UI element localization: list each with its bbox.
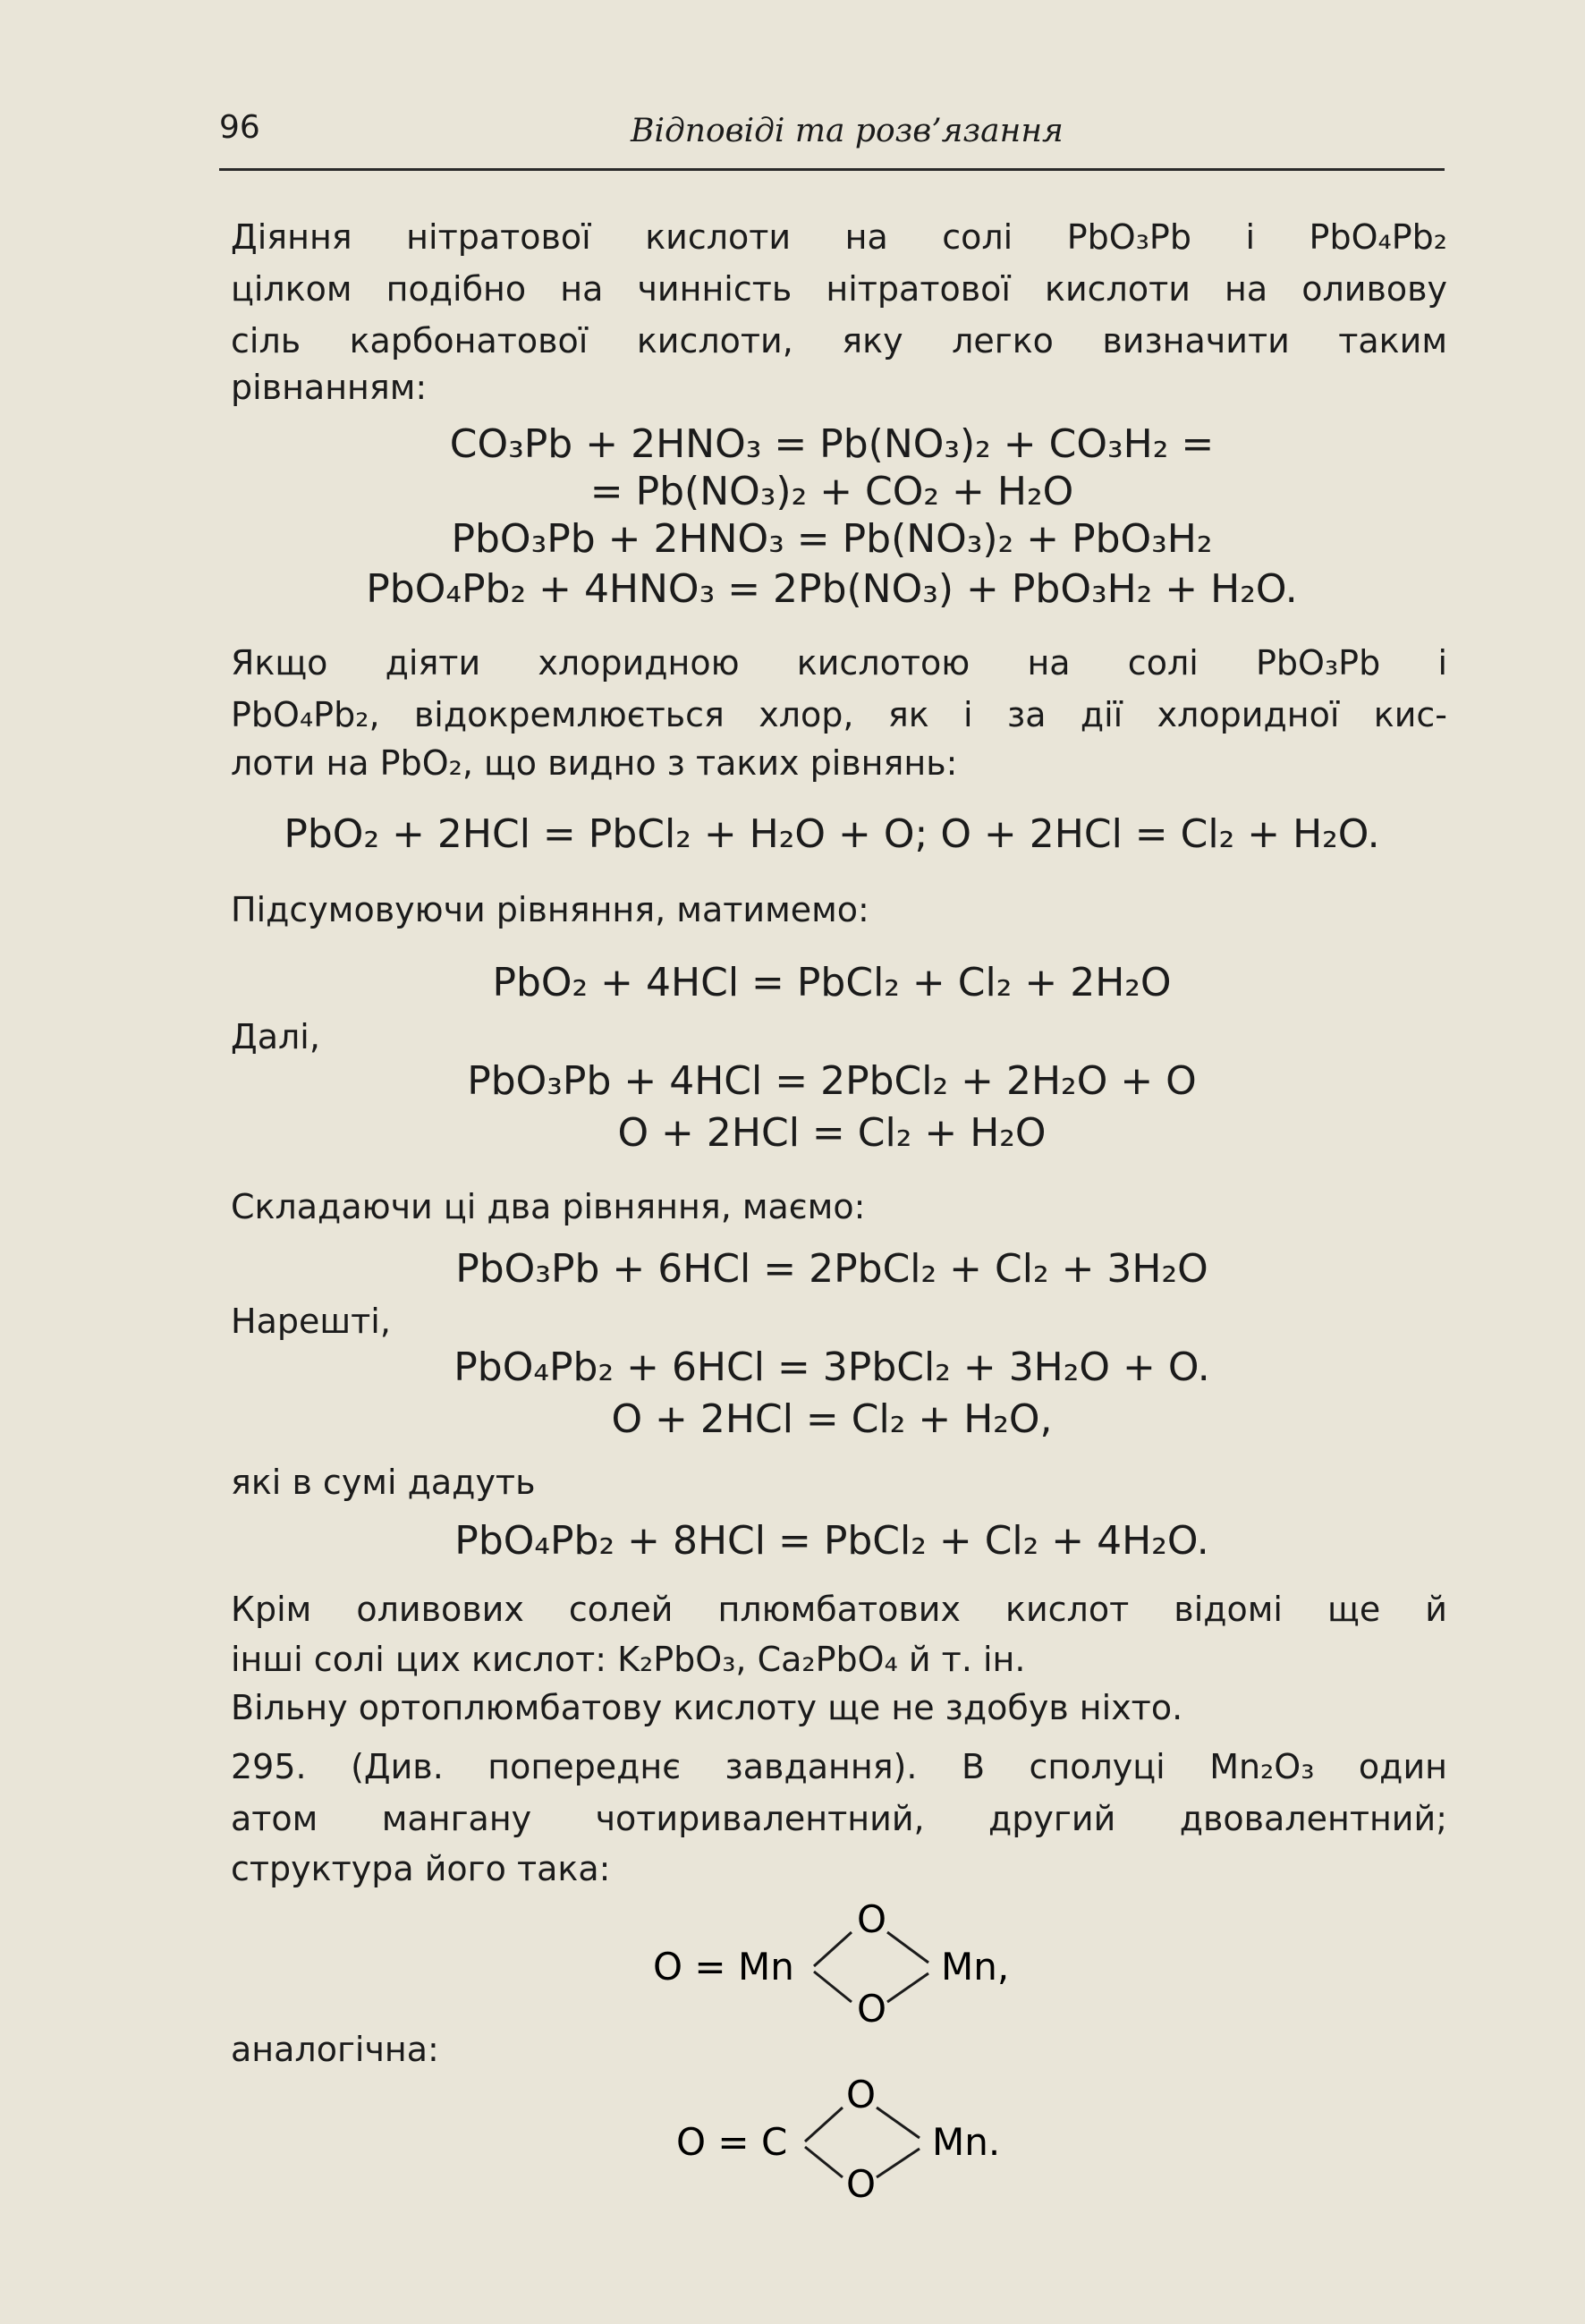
equation: PbO₄Pb₂ + 6HCl = 3PbCl₂ + 3H₂O + O. [453, 1344, 1210, 1390]
paragraph-line: Вільну ортоплюмбатову кислоту ще не здобув ніхто. [231, 1688, 1183, 1727]
structure-top-oxygen: O [846, 2073, 877, 2116]
paragraph-line: аналогічна: [231, 2030, 439, 2069]
structure-top-oxygen: O [857, 1897, 887, 1941]
paragraph-line: Далі, [231, 1017, 320, 1056]
paragraph-line: які в сумі дадуть [231, 1463, 536, 1502]
paragraph-line: Підсумовуючи рівняння, матимемо: [231, 890, 869, 929]
paragraph-line: атом мангану чотиривалентний, другий двовалентний; [231, 1799, 1447, 1838]
structure-right-group: Mn. [932, 2120, 1001, 2164]
paragraph-line: цілком подібно на чинність нітратової кислоти на оливову [231, 269, 1447, 309]
paragraph-line: Нарешті, [231, 1302, 391, 1341]
paragraph-line: сіль карбонатової кислоти, яку легко визначити таким [231, 321, 1447, 360]
equation: PbO₃Pb + 6HCl = 2PbCl₂ + Cl₂ + 3H₂O [455, 1246, 1208, 1292]
running-title: Відповіді та розв’язання [631, 113, 1064, 149]
bond-line [887, 1973, 928, 2002]
equation: = Pb(NO₃)₂ + CO₂ + H₂O [589, 469, 1074, 514]
bond-line [805, 2108, 843, 2142]
bond-line [814, 1972, 852, 2002]
paragraph-line: Складаючи ці два рівняння, маємо: [231, 1187, 866, 1226]
page-number: 96 [219, 109, 260, 146]
paragraph-line: інші солі цих кислот: K₂PbO₃, Ca₂PbO₄ й т. ін. [231, 1640, 1026, 1679]
equation: O + 2HCl = Cl₂ + H₂O, [611, 1396, 1053, 1442]
paragraph-line: PbO₄Pb₂, відокремлюється хлор, як і за дії хлоридної кис- [231, 695, 1447, 734]
structure-left-group: O = Mn [653, 1945, 794, 1989]
equation: PbO₃Pb + 4HCl = 2PbCl₂ + 2H₂O + O [467, 1058, 1197, 1104]
bond-line [814, 1932, 852, 1966]
paragraph-line: структура його така: [231, 1849, 611, 1888]
equation: PbO₂ + 2HCl = PbCl₂ + H₂O + O; O + 2HCl = Cl₂ + H₂O. [284, 811, 1380, 857]
bond-line [877, 2108, 920, 2138]
equation: CO₃Pb + 2HNO₃ = Pb(NO₃)₂ + CO₃H₂ = [449, 421, 1215, 467]
paragraph-line: лоти на PbO₂, що видно з таких рівнянь: [231, 743, 958, 783]
equation: PbO₃Pb + 2HNO₃ = Pb(NO₃)₂ + PbO₃H₂ [451, 516, 1213, 562]
structure-right-group: Mn, [941, 1945, 1010, 1989]
mn2o3-structure [644, 1896, 1038, 2031]
paragraph-line: Якщо діяти хлоридною кислотою на солі PbO₃Pb і [231, 643, 1447, 683]
paragraph-line: Крім оливових солей плюмбатових кислот відомі ще й [231, 1590, 1447, 1629]
equation: PbO₄Pb₂ + 8HCl = PbCl₂ + Cl₂ + 4H₂O. [454, 1518, 1209, 1564]
bond-line [805, 2147, 843, 2177]
bond-line [887, 1932, 928, 1963]
structure-left-group: O = C [676, 2120, 788, 2164]
structure-bottom-oxygen: O [857, 1987, 887, 2031]
paragraph-line: рівнанням: [231, 368, 428, 407]
equation: PbO₄Pb₂ + 4HNO₃ = 2Pb(NO₃) + PbO₃H₂ + H₂O. [366, 566, 1298, 612]
equation: PbO₂ + 4HCl = PbCl₂ + Cl₂ + 2H₂O [492, 960, 1172, 1005]
carbonate-analog-structure [671, 2072, 1047, 2206]
page-header [219, 109, 1445, 171]
paragraph-line: 295. (Див. попереднє завдання). В сполуці Mn₂O₃ один [231, 1747, 1447, 1786]
structure-bottom-oxygen: O [846, 2162, 877, 2206]
equation: O + 2HCl = Cl₂ + H₂O [617, 1110, 1047, 1156]
bond-line [877, 2149, 920, 2177]
paragraph-line: Діяння нітратової кислоти на солі PbO₃Pb і PbO₄Pb₂ [231, 217, 1447, 257]
